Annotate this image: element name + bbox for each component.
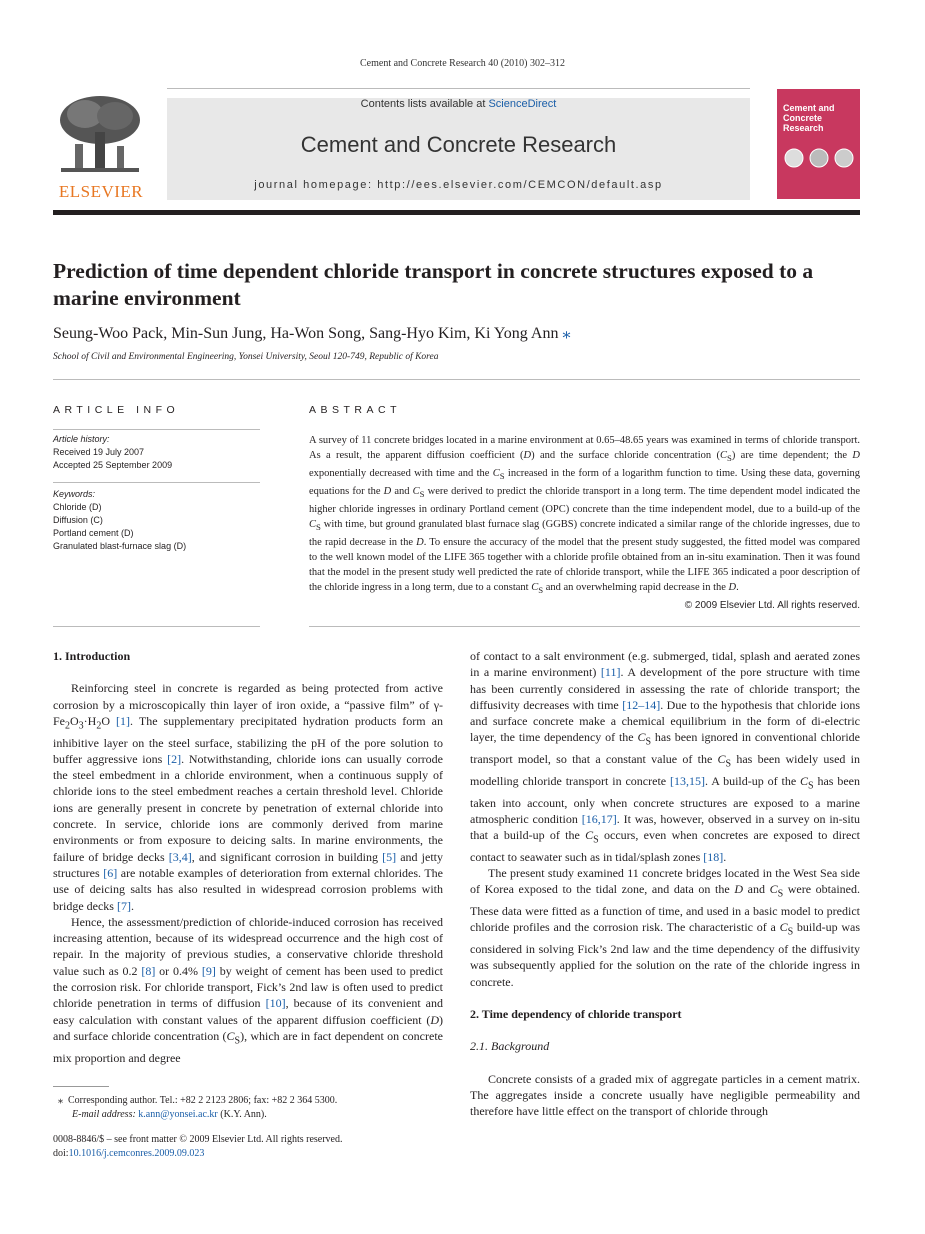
section-heading-introduction: 1. Introduction (53, 649, 131, 663)
corresponding-author-footnote (53, 1094, 443, 1121)
contents-prefix: Contents lists available at (360, 98, 489, 110)
keyword-item: Granulated blast-furnace slag (D) (53, 541, 187, 551)
paragraph: of contact to a salt environment (e.g. submerged, tidal, splash and aerated zones in a marine environment) [11]. A development of the pore structure with time has been currently considered in assessing the rate of chloride transport; the diffusivity decreases with time [12–14]. Due to the hypothesis that chloride ions and surface concrete make a chemical equilibrium in the form of di-electric layer, the time dependency of the $C_S$ has been ignored in conventional chloride transport model, so that a constant value of the $C_S$ has been widely used in modelling chloride transport in concrete [13,15]. A build-up of the $C_S$ has been taken into account, only when concrete structures are exposed to a marine atmospheric condition [16,17]. It was, however, observed in a survey on in-situ that a build-up of the $C_S$ occurs, even when concretes are exposed to direct contact to seawater such as in tidal/splash zones [18]. (470, 649, 861, 864)
doi-label: doi: (53, 1147, 69, 1159)
authors: Seung-Woo Pack, Min-Sun Jung, Ha-Won Song, Sang-Hyo Kim, Ki Yong Ann (53, 325, 559, 342)
keyword-item: Chloride (D) (53, 502, 102, 512)
journal-title: Cement and Concrete Research (300, 132, 617, 157)
cover-micrograph-icon (782, 147, 856, 169)
keyword-item: Portland cement (D) (53, 528, 134, 538)
footnote-corresponding: Corresponding author. Tel.: +82 2 2123 2806; fax: +82 2 364 5300. (68, 1095, 338, 1106)
header-divider (53, 379, 860, 380)
journal-cover-thumbnail (777, 89, 860, 199)
masthead-top-rule (167, 88, 750, 89)
keyword-item: Diffusion (C) (53, 515, 103, 525)
masthead-rule (53, 210, 860, 215)
footnote-rule (53, 1086, 109, 1087)
received-date: Received 19 July 2007 (53, 447, 145, 457)
keywords-label: Keywords: (53, 489, 96, 499)
article-info-rule-top (53, 429, 260, 430)
accepted-date: Accepted 25 September 2009 (53, 460, 173, 470)
journal-homepage[interactable]: journal homepage: http://ees.elsevier.com/CEMCON/default.asp (254, 179, 663, 191)
email-label: E-mail address: (72, 1108, 139, 1120)
elsevier-wordmark: ELSEVIER (58, 182, 144, 201)
email-link[interactable]: k.ann@yonsei.ac.kr (138, 1108, 218, 1120)
elsevier-logo (53, 90, 149, 200)
article-info-rule-mid (53, 482, 260, 483)
body-column-right (470, 648, 860, 1119)
article-title: Prediction of time dependent chloride transport in concrete structures exposed to a marine environment (53, 259, 814, 310)
cover-title-line-2: Concrete (783, 113, 823, 123)
paragraph: The present study examined 11 concrete bridges located in the West Sea side of Korea exposed to the tidal zone, and data on the D and $C_S$ were obtained. These data were fitted as a function of time, and used in a basic model to predict chloride profiles and the corrosion risk. The characteristic of a $C_S$ build-up was considered in solving Fick’s 2nd law and the time dependency of the diffusivity was subsequently applied for the solution on the rate of the chloride ingress in concrete. (470, 866, 861, 989)
author-list (53, 323, 860, 343)
cover-title (783, 103, 835, 133)
abstract-text: A survey of 11 concrete bridges located in a marine environment at 0.65–48.65 years was examined in terms of chloride transport. As a result, the apparent diffusion coefficient (D) and the surface chloride concentration $(C_S)$ are time dependent; the D exponentially decreased with time and the $C_S$ increased in the form of a logarithm function to time. Using these data, governing equations for the D and $C_S$ were derived to predict the chloride transport in a long term. The time dependent model indicated the higher chloride ingresses in ordinary Portland cement (OPC) concrete than the time independent model, due to a build-up of the $C_S$ with time, but ground granulated blast furnace slag (GGBS) concrete indicated a similar range of the chloride ingresses, due to the rapid decrease in the D. To ensure the accuracy of the model that the present study suggested, the fitted model was compared to the well known model of the LIFE 365 together with a chloride profile obtained from an in-situ examination. Then it was found that the model in the present study well predicted the rate of chloride transport, while the LIFE 365 indicated a poor description of the chloride ingress in a long term, due to a constant $C_S$ and an overwhelming rapid decrease in the D. (309, 435, 861, 596)
affiliation: School of Civil and Environmental Engineering, Yonsei University, Seoul 120-749, Republic of Korea (53, 352, 439, 362)
body-column-left (53, 648, 443, 1066)
keywords-block (53, 488, 260, 553)
section-heading-time-dependency: 2. Time dependency of chloride transport (470, 1006, 682, 1021)
footnote-contact: ⁎ Corresponding author. Tel.: +82 2 2123 2806; fax: +82 2 364 5300. (53, 1095, 338, 1106)
abstract-body (309, 433, 860, 613)
paragraph: Concrete consists of a graded mix of aggregate particles in a cement matrix. The aggregates inside a concrete usually have negligible permeability and therefore have little effect on the transport of chloride through (470, 1071, 860, 1119)
running-head: Cement and Concrete Research 40 (2010) 302–312 (360, 58, 565, 69)
abstract-bottom-rule (309, 626, 860, 627)
abstract-copyright: © 2009 Elsevier Ltd. All rights reserved. (684, 600, 860, 612)
front-matter-info (53, 1133, 443, 1160)
journal-banner (167, 98, 750, 200)
article-info-heading: ARTICLE INFO (53, 404, 180, 416)
subsection-heading-background: 2.1. Background (470, 1039, 550, 1054)
doi-line (53, 1147, 443, 1161)
info-bottom-rule (53, 626, 260, 627)
footnote-email-line (53, 1108, 443, 1122)
cover-title-line-3: Research (783, 123, 824, 133)
elsevier-tree-icon (57, 94, 143, 176)
issn-line: 0008-8846/$ – see front matter © 2009 Elsevier Ltd. All rights reserved. (53, 1134, 343, 1145)
paragraph: Hence, the assessment/prediction of chloride-induced corrosion has received increasing attention, because of its widespread occurrence and the high cost of repair. In the majority of previous studies, a conservative chloride threshold value such as 0.2 [8] or 0.4% [9] by weight of cement has been used to predict the corrosion risk. For chloride transport, Fick’s 2nd law is often used to predict chloride penetration in terms of diffusion [10], because of its convenient and easy calculation with constant values of the apparent diffusion coefficient (D) and surface chloride concentration $(C_S)$, which are in fact dependent on concrete mix proportion and degree (53, 914, 444, 1065)
history-label: Article history: (53, 434, 110, 444)
email-suffix: (K.Y. Ann). (217, 1108, 267, 1120)
sciencedirect-link[interactable]: ScienceDirect (488, 98, 557, 110)
contents-availability (167, 98, 750, 110)
doi-link[interactable]: 10.1016/j.cemconres.2009.09.023 (68, 1147, 205, 1159)
article-history (53, 433, 260, 472)
cover-title-line-1: Cement and (783, 103, 835, 113)
journal-masthead (53, 88, 860, 200)
abstract-heading: ABSTRACT (309, 404, 402, 416)
corresponding-author-mark[interactable]: ⁎ (562, 325, 571, 342)
paragraph: Reinforcing steel in concrete is regarded as being protected from active corrosion by a microscopically thin layer of iron oxide, a “passive film” of $\gamma-Fe_2O_3\cdot H_2O$ [1]. The supplementary precipitated hydration products form an inhibitive layer on the steel surface, stabilizing the pH of the pore solution to buffer aggressive ions [2]. Notwithstanding, chloride ions can usually corrode the steel embedment in a chloride environment, when a continuous supply of chloride ions to the steel embedment reaches a certain threshold level. Chloride ions are generally present in concrete by penetration of external chloride into concrete. In service, chloride ions are commonly derived from marine environments or from exposure to deicing salts. In marine environments, the failure of bridge decks [3,4], and significant corrosion in building [5] and jetty structures [6] are notable examples of deterioration from external chlorides. The use of deicing salts has also resulted in widespread corrosion problems with bridge decks [7]. (53, 681, 444, 913)
